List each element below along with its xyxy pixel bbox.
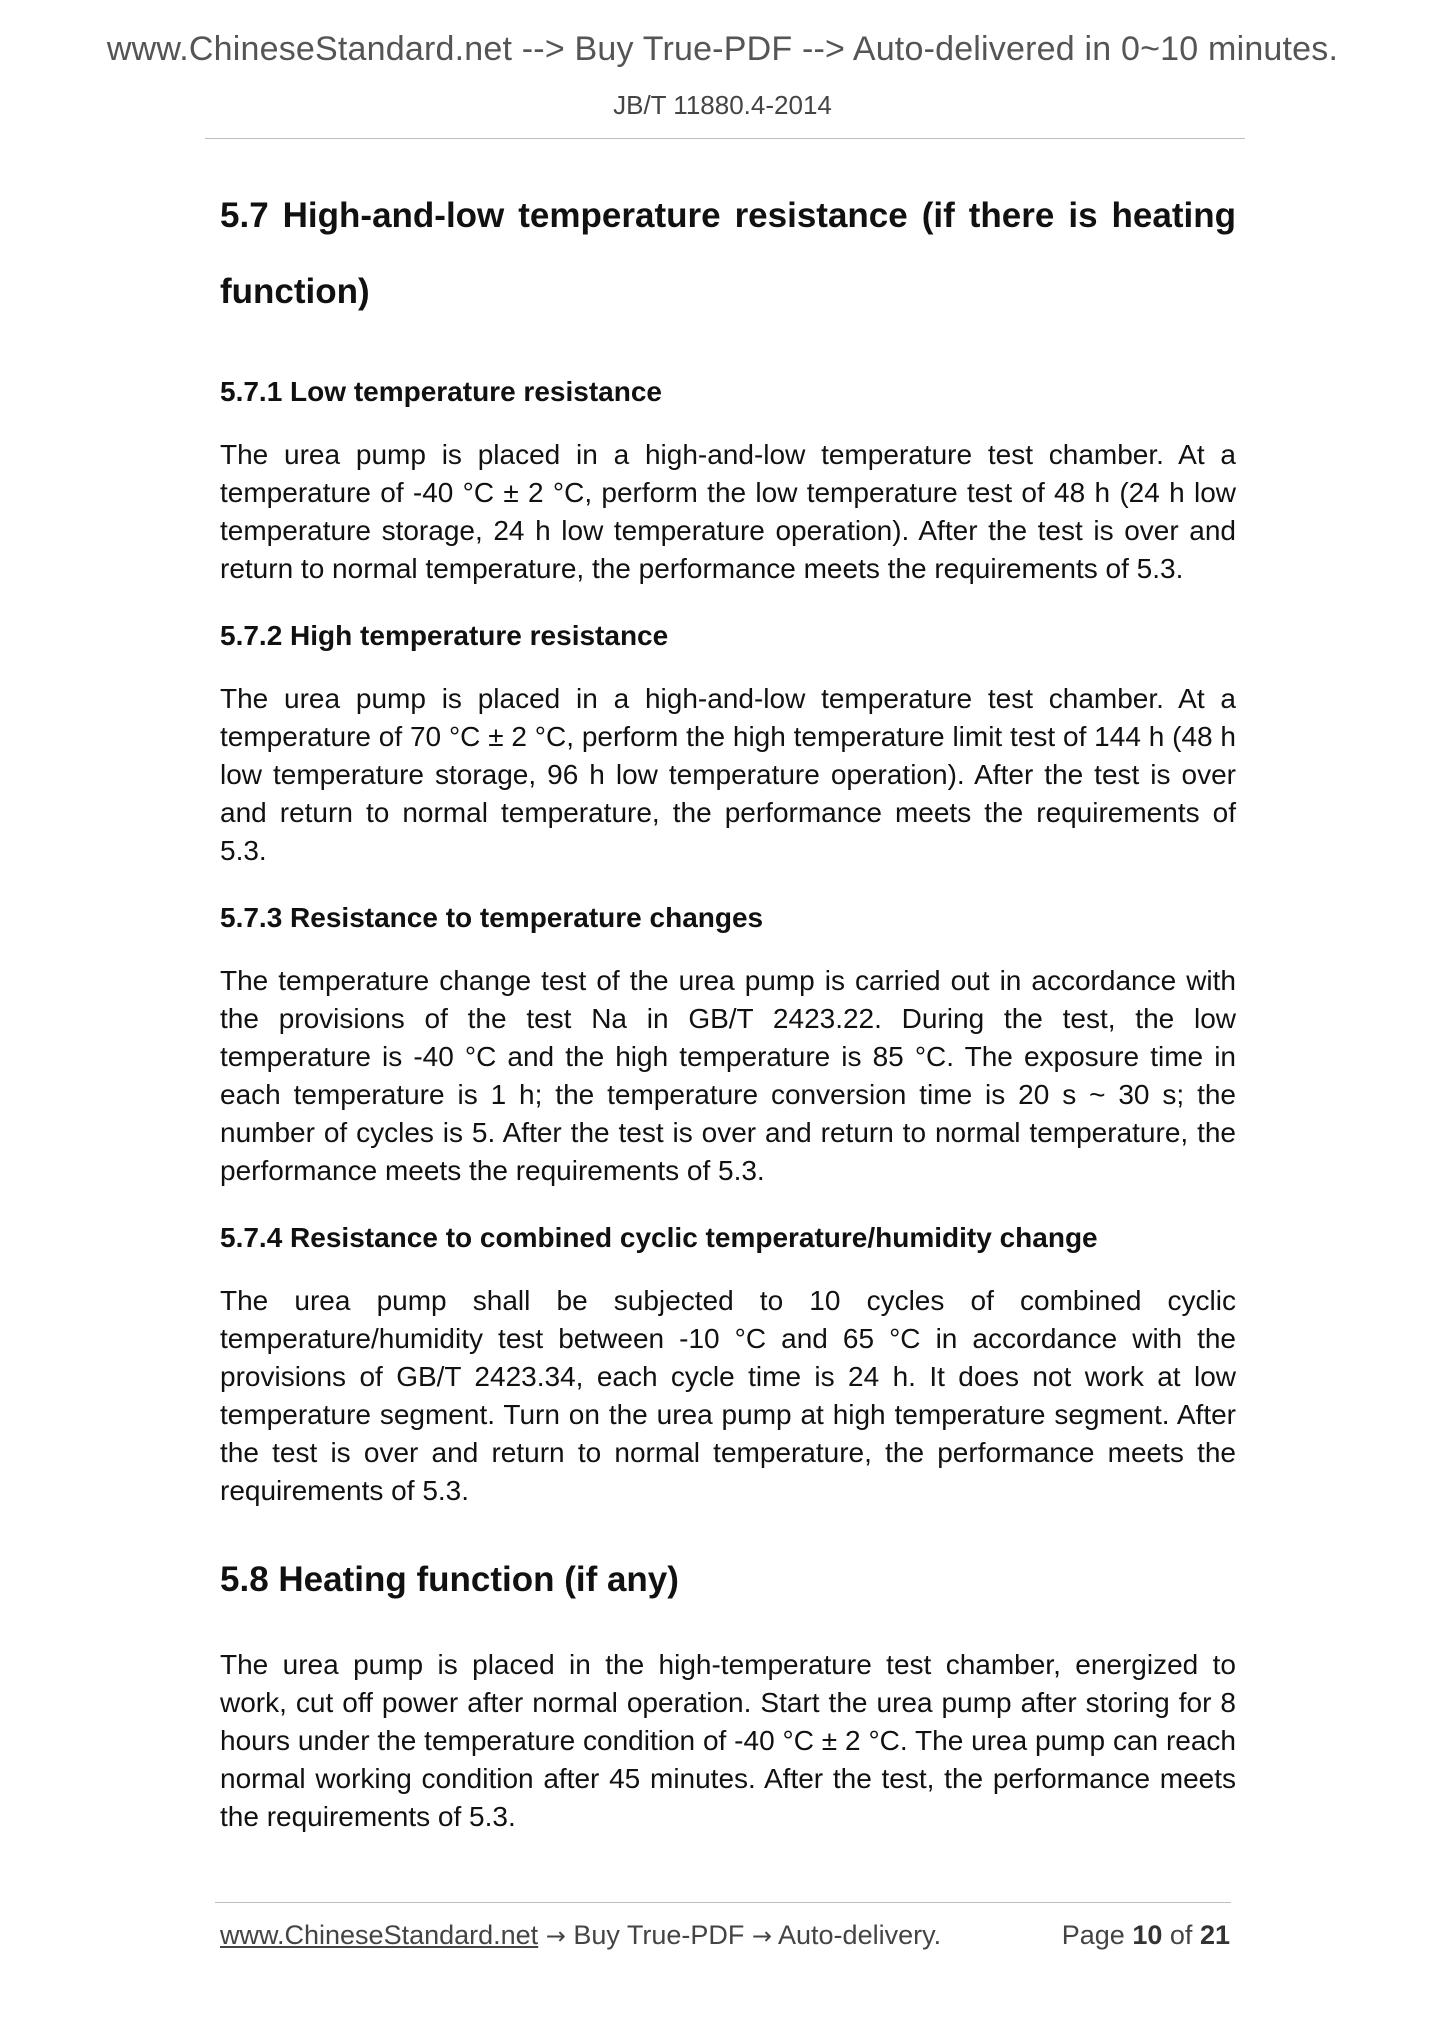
subsection-5-7-3-text: The temperature change test of the urea pump is carried out in accordance with the provisions of the test Na in GB/T 2423.22. During the test, the low temperature is -40 °C and the high temperature is 85 °C. The exposure time in each temperature is 1 h; the temperature conversion time is 20 s ~ 30 s; the number of cycles is 5. After the test is over and return to normal temperature, the performance meets the requirements of 5.3. [220, 965, 1236, 1186]
subsection-5-7-4-text: The urea pump shall be subjected to 10 cycles of combined cyclic temperature/humidity test between -10 °C and 65 °C in accordance with the provisions of GB/T 2423.34, each cycle time is 24 h. It does not work at low temperature segment. Turn on the urea pump at high temperature segment. After the test is over and return to normal temperature, the performance meets the requirements of 5.3. [220, 1285, 1236, 1506]
footer-delivery-text: Auto-delivery. [778, 1920, 942, 1950]
section-5-8-text: The urea pump is placed in the high-temperature test chamber, energized to work, cut off power after normal operation. Start the urea pump after storing for 8 hours under the temperature condition of -40 °C ± 2 °C. The urea pump can reach normal working condition after 45 minutes. After the test, the performance meets the requirements of 5.3. [220, 1649, 1236, 1832]
site-banner: www.ChineseStandard.net --> Buy True-PDF --> Auto-delivered in 0~10 minutes. [106, 30, 1339, 68]
page-footer [220, 1920, 1230, 1951]
footer-site-link[interactable]: www.ChineseStandard.net [220, 1920, 539, 1950]
footer-divider [215, 1902, 1231, 1903]
header-divider [205, 138, 1245, 139]
section-5-8-title: 5.8 Heating function (if any) [220, 1560, 679, 1599]
total-pages: 21 [1199, 1920, 1230, 1950]
current-page: 10 [1132, 1920, 1163, 1950]
subsection-5-7-2-title: 5.7.2 High temperature resistance [220, 620, 669, 651]
subsection-5-7-1-title: 5.7.1 Low temperature resistance [220, 376, 662, 407]
page-content [220, 178, 1236, 1836]
page-label: Page [1061, 1920, 1125, 1950]
document-code: JB/T 11880.4-2014 [613, 90, 832, 120]
subsection-5-7-3-title: 5.7.3 Resistance to temperature changes [220, 902, 764, 933]
page-number [1062, 1920, 1230, 1951]
subsection-5-7-2-text: The urea pump is placed in a high-and-low temperature test chamber. At a temperature of 70 °C ± 2 °C, perform the high temperature limit test of 144 h (48 h low temperature storage, 96 h low temperature operation). After the test is over and return to normal temperature, the performance meets the requirements of 5.3. [220, 683, 1236, 866]
of-label: of [1169, 1920, 1193, 1950]
subsection-5-7-4-title: 5.7.4 Resistance to combined cyclic temperature/humidity change [220, 1222, 1098, 1253]
footer-buy-text: Buy True-PDF [573, 1920, 745, 1950]
section-5-7-title-line2: function) [220, 272, 370, 311]
footer-promo [220, 1920, 941, 1951]
section-5-7-title-line1: 5.7 High-and-low temperature resistance (if there is heating [220, 196, 1236, 235]
arrow-right-icon: → [751, 1922, 772, 1950]
subsection-5-7-1-text: The urea pump is placed in a high-and-low temperature test chamber. At a temperature of -40 °C ± 2 °C, perform the low temperature test of 48 h (24 h low temperature storage, 24 h low temperature operation). After the test is over and return to normal temperature, the performance meets the requirements of 5.3. [220, 439, 1236, 584]
arrow-right-icon: → [545, 1922, 566, 1950]
